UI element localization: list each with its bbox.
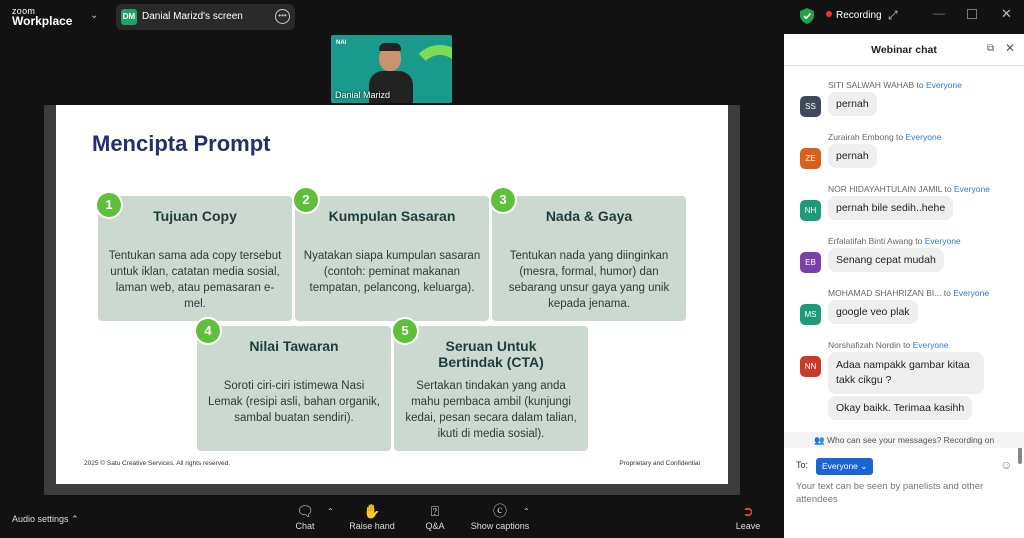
avatar: SS xyxy=(800,96,821,117)
to-word: to xyxy=(943,288,951,298)
slide xyxy=(56,105,728,484)
pop-out-icon[interactable]: ⧉ xyxy=(987,43,995,54)
top-bar xyxy=(0,0,784,34)
message-sender xyxy=(828,288,989,298)
card-title: Nada & Gaya xyxy=(545,208,633,224)
to-word: to xyxy=(916,80,924,90)
slide-footer-copyright: 2025 © Satu Creative Services. All rights reserved. xyxy=(84,460,231,467)
hand-icon: ✋ xyxy=(363,503,381,519)
number-badge: 2 xyxy=(294,188,318,212)
meeting-toolbar xyxy=(0,497,784,538)
recipient: Everyone xyxy=(912,340,949,350)
webinar-chat-panel xyxy=(784,34,1024,538)
leave-label: Leave xyxy=(735,521,761,531)
to-word: to xyxy=(903,340,911,350)
recipient-select[interactable] xyxy=(816,458,873,475)
captions-options-caret-icon[interactable]: ⌃ xyxy=(523,507,530,516)
background-arc xyxy=(410,45,452,103)
avatar: ZE xyxy=(800,148,821,169)
message-bubble: pernah xyxy=(828,92,877,116)
chevron-down-icon: ⌄ xyxy=(860,461,868,471)
audio-settings-label: Audio settings xyxy=(12,514,69,524)
sender-name: Norshafizah Nordin xyxy=(828,340,901,350)
top-bar-right xyxy=(784,0,1024,34)
chat-icon: 🗨 xyxy=(296,503,314,519)
message-sender xyxy=(828,236,961,246)
chevron-down-icon[interactable]: ⌄ xyxy=(90,10,99,21)
to-word: to xyxy=(944,184,952,194)
zoom-logo xyxy=(12,6,72,26)
slide-footer-confidential: Proprietary and Confidential xyxy=(619,460,700,467)
chat-header xyxy=(784,34,1024,66)
message-sender xyxy=(828,132,941,142)
message-sender xyxy=(828,80,962,90)
avatar: EB xyxy=(800,252,821,273)
card-1 xyxy=(98,196,292,321)
sender-name: Erfalatifah Binti Awang xyxy=(828,236,913,246)
chevron-up-icon[interactable]: ⌃ xyxy=(71,514,79,524)
show-captions-button[interactable] xyxy=(468,501,532,531)
video-brand-logo: NAI xyxy=(336,40,347,46)
show-captions-label: Show captions xyxy=(470,521,530,531)
record-dot-icon xyxy=(826,11,832,17)
chat-input[interactable]: Your text can be seen by panelists and other attendees xyxy=(796,481,984,505)
message-sender xyxy=(828,184,990,194)
qa-label: Q&A xyxy=(425,521,445,531)
chat-title: Webinar chat xyxy=(871,44,937,56)
participant-video[interactable] xyxy=(331,35,452,103)
sender-name: SITI SALWAH WAHAB xyxy=(828,80,915,90)
message-bubble: Senang cepat mudah xyxy=(828,248,944,272)
logo-line-2: Workplace xyxy=(12,14,73,28)
card-body: Nyatakan siapa kumpulan sasaran (contoh: peminat makanan tempatan, pelancong, keluarga). xyxy=(303,250,481,294)
card-title: Nilai Tawaran xyxy=(249,338,339,354)
chat-label: Chat xyxy=(295,521,315,531)
recording-indicator[interactable] xyxy=(826,10,882,21)
message-bubble: google veo plak xyxy=(828,300,918,324)
card-body: Tentukan nada yang diinginkan (mesra, formal, humor) dan sebarang unsur gaya yang unik kepada jenama. xyxy=(508,250,670,310)
message-bubble: pernah bile sedih..hehe xyxy=(828,196,953,220)
card-title: Seruan Untuk Bertindak (CTA) xyxy=(438,338,544,370)
number-badge: 3 xyxy=(491,188,515,212)
shield-icon[interactable] xyxy=(800,8,814,24)
close-window-icon[interactable]: ✕ xyxy=(1001,6,1012,21)
leave-icon: ➲ xyxy=(742,503,754,519)
sender-name: NOR HIDAYAHTULAIN JAMIL xyxy=(828,184,943,194)
maximize-icon[interactable] xyxy=(967,9,977,19)
raise-hand-label: Raise hand xyxy=(349,521,395,531)
chat-button[interactable] xyxy=(288,501,322,531)
card-3 xyxy=(492,196,686,321)
people-icon: 👥 xyxy=(814,435,825,445)
number-badge: 4 xyxy=(196,319,220,343)
card-body: Soroti ciri-ciri istimewa Nasi Lemak (resipi asli, bahan organik, sambal buatan sendiri). xyxy=(208,380,380,424)
sender-name: MOHAMAD SHAHRIZAN BI... xyxy=(828,288,942,298)
to-word: to xyxy=(896,132,904,142)
card-title: Kumpulan Sasaran xyxy=(328,208,456,224)
card-5 xyxy=(394,326,588,451)
message-bubble: pernah xyxy=(828,144,877,168)
question-icon: ⍰ xyxy=(430,503,440,519)
leave-button[interactable] xyxy=(734,501,762,531)
more-options-icon[interactable]: ••• xyxy=(275,9,290,24)
recipient: Everyone xyxy=(953,288,990,298)
to-word: to xyxy=(915,236,923,246)
avatar: NN xyxy=(800,356,821,377)
screen-share-pill[interactable] xyxy=(116,4,295,30)
qa-button[interactable] xyxy=(420,501,450,531)
chat-messages[interactable] xyxy=(784,66,1024,432)
raise-hand-button[interactable] xyxy=(348,501,396,531)
close-icon[interactable]: ✕ xyxy=(1005,41,1016,55)
message-sender xyxy=(828,340,949,350)
logo-line-1: zoom xyxy=(12,6,36,16)
avatar: NH xyxy=(800,200,821,221)
card-4 xyxy=(197,326,391,451)
recipient: Everyone xyxy=(905,132,942,142)
emoji-icon[interactable]: ☺ xyxy=(1000,458,1013,472)
captions-icon: ⓒ xyxy=(493,503,507,519)
number-badge: 5 xyxy=(393,319,417,343)
recipient: Everyone xyxy=(953,184,990,194)
avatar: MS xyxy=(800,304,821,325)
notice-text: Who can see your messages? Recording on xyxy=(826,435,995,445)
card-2 xyxy=(295,196,489,321)
audio-settings-button[interactable] xyxy=(12,514,79,525)
message-bubble: Okay baikk. Terimaa kasihh xyxy=(828,396,972,420)
expand-icon[interactable]: ⤢ xyxy=(888,8,898,22)
screen-share-title: Danial Marizd's screen xyxy=(142,11,243,22)
recording-label: Recording xyxy=(836,10,882,21)
message-bubble: Adaa nampakk gambar kitaa takk cikgu ? xyxy=(828,352,984,394)
recording-notice[interactable] xyxy=(784,432,1024,448)
card-body: Tentukan sama ada copy tersebut untuk iklan, catatan media sosial, laman web, atau pemasaran e-mel. xyxy=(108,250,282,310)
slide-title: Mencipta Prompt xyxy=(92,131,271,156)
number-badge: 1 xyxy=(97,193,121,217)
chat-options-caret-icon[interactable]: ⌃ xyxy=(327,507,334,516)
card-body: Sertakan tindakan yang anda mahu pembaca ambil (kunjungi kedai, pesan secara dalam talian, ikuti di media sosial). xyxy=(405,380,577,440)
recipient: Everyone xyxy=(924,236,961,246)
recipient: Everyone xyxy=(925,80,962,90)
to-label: To: xyxy=(796,460,809,470)
sender-name: Zurairah Embong xyxy=(828,132,894,142)
sharer-avatar: DM xyxy=(121,9,137,25)
participant-name: Danial Marizd xyxy=(335,90,391,100)
recipient-value: Everyone xyxy=(822,461,858,471)
person-hair xyxy=(379,43,401,51)
minimize-icon[interactable]: — xyxy=(933,6,945,20)
card-title: Tujuan Copy xyxy=(153,208,237,224)
